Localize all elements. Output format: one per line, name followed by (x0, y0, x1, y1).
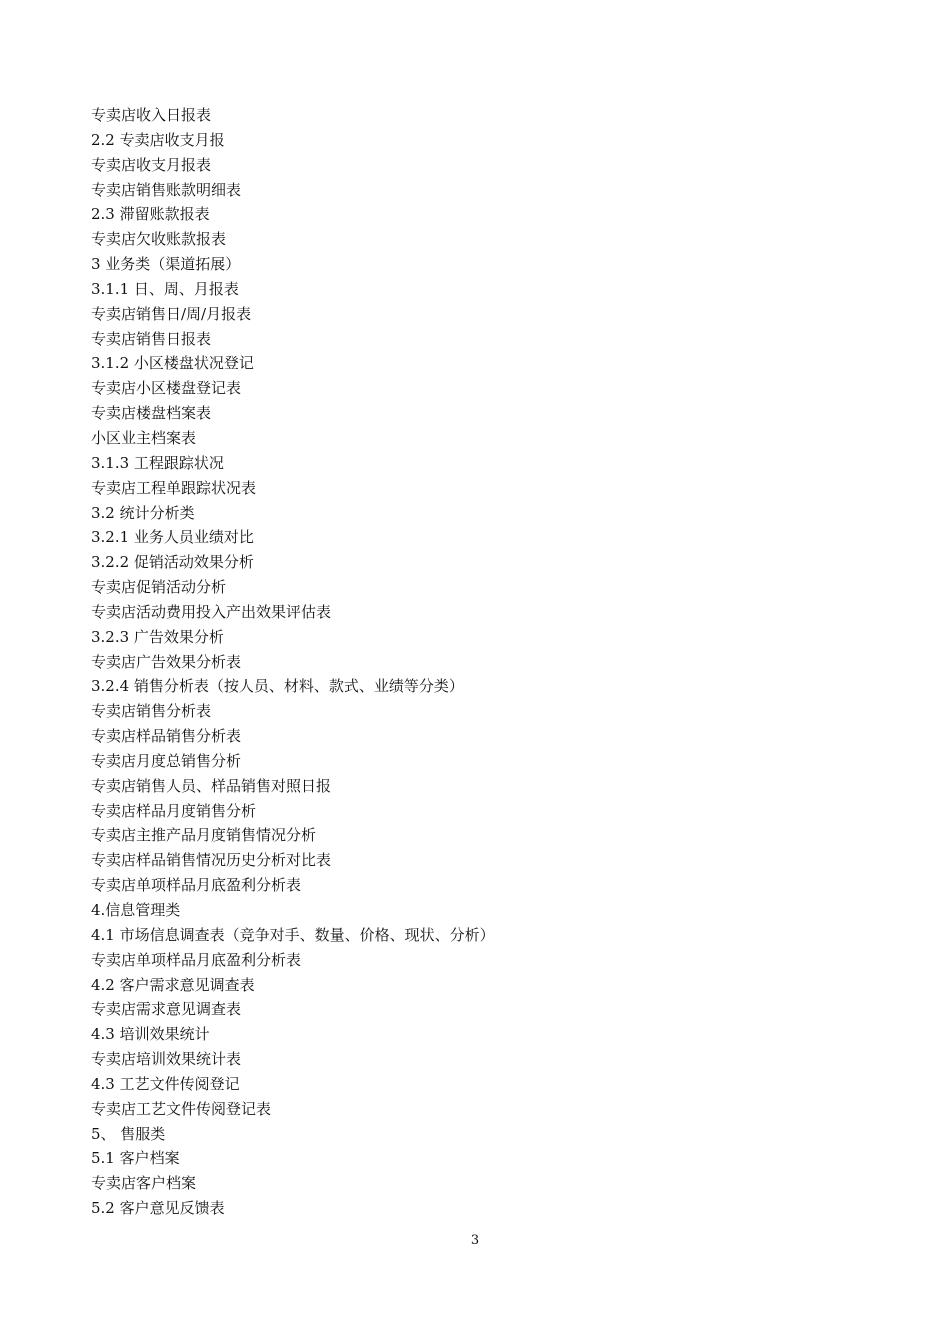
text-line: 5.1 客户档案 (91, 1149, 180, 1168)
text-line: 4.信息管理类 (91, 901, 181, 919)
text-line: 专卖店客户档案 (91, 1174, 197, 1193)
text-line: 5、 售服类 (91, 1124, 166, 1143)
text-line: 专卖店收入日报表 (91, 106, 212, 124)
text-line: 5.2 客户意见反馈表 (91, 1199, 225, 1218)
text-line: 专卖店月度总销售分析 (91, 751, 242, 770)
text-line: 专卖店主推产品月度销售情况分析 (91, 826, 317, 845)
text-line: 专卖店样品销售分析表 (91, 727, 242, 746)
text-line: 专卖店需求意见调查表 (91, 1000, 242, 1019)
text-line: 2.2 专卖店收支月报 (91, 130, 225, 149)
text-line: 专卖店销售日/周/月报表 (91, 304, 252, 323)
text-line: 专卖店活动费用投入产出效果评估表 (91, 602, 332, 621)
text-line: 3.2.1 业务人员业绩对比 (91, 528, 254, 547)
text-line: 3.2.3 广告效果分析 (91, 627, 224, 646)
text-line: 3.1.2 小区楼盘状况登记 (91, 354, 254, 373)
document-body (91, 103, 871, 1221)
text-line: 专卖店工艺文件传阅登记表 (91, 1099, 272, 1118)
text-line: 专卖店楼盘档案表 (91, 404, 212, 423)
text-line: 专卖店收支月报表 (91, 155, 212, 174)
text-line: 专卖店促销活动分析 (91, 578, 227, 597)
text-line: 专卖店销售人员、样品销售对照日报 (91, 776, 332, 795)
text-line: 4.1 市场信息调查表（竞争对手、数量、价格、现状、分析） (91, 925, 495, 944)
text-line: 4.3 培训效果统计 (91, 1025, 210, 1044)
text-line: 专卖店单项样品月底盈利分析表 (91, 876, 302, 895)
text-line: 专卖店工程单跟踪状况表 (91, 478, 257, 497)
text-line: 专卖店销售账款明细表 (91, 180, 242, 199)
text-line: 专卖店样品月度销售分析 (91, 801, 257, 820)
text-line: 2.3 滞留账款报表 (91, 205, 210, 224)
text-line: 3.2 统计分析类 (91, 503, 195, 522)
text-line: 专卖店样品销售情况历史分析对比表 (91, 851, 332, 870)
text-line: 3 业务类（渠道拓展） (91, 255, 241, 274)
text-line: 专卖店欠收账款报表 (91, 230, 227, 249)
text-line: 专卖店销售分析表 (91, 702, 212, 721)
text-line: 3.1.1 日、周、月报表 (91, 279, 239, 298)
text-line: 专卖店小区楼盘登记表 (91, 379, 242, 398)
text-line: 小区业主档案表 (91, 428, 197, 447)
text-line: 专卖店培训效果统计表 (91, 1050, 242, 1069)
text-line: 专卖店广告效果分析表 (91, 652, 242, 671)
text-line: 专卖店销售日报表 (91, 329, 212, 348)
text-line: 3.2.2 促销活动效果分析 (91, 553, 254, 572)
page-number: 3 (470, 1233, 480, 1248)
text-line: 3.1.3 工程跟踪状况 (91, 453, 224, 472)
text-line: 4.3 工艺文件传阅登记 (91, 1074, 240, 1093)
text-line: 3.2.4 销售分析表（按人员、材料、款式、业绩等分类） (91, 677, 464, 696)
text-line: 4.2 客户需求意见调查表 (91, 975, 255, 994)
text-line: 专卖店单项样品月底盈利分析表 (91, 950, 302, 969)
